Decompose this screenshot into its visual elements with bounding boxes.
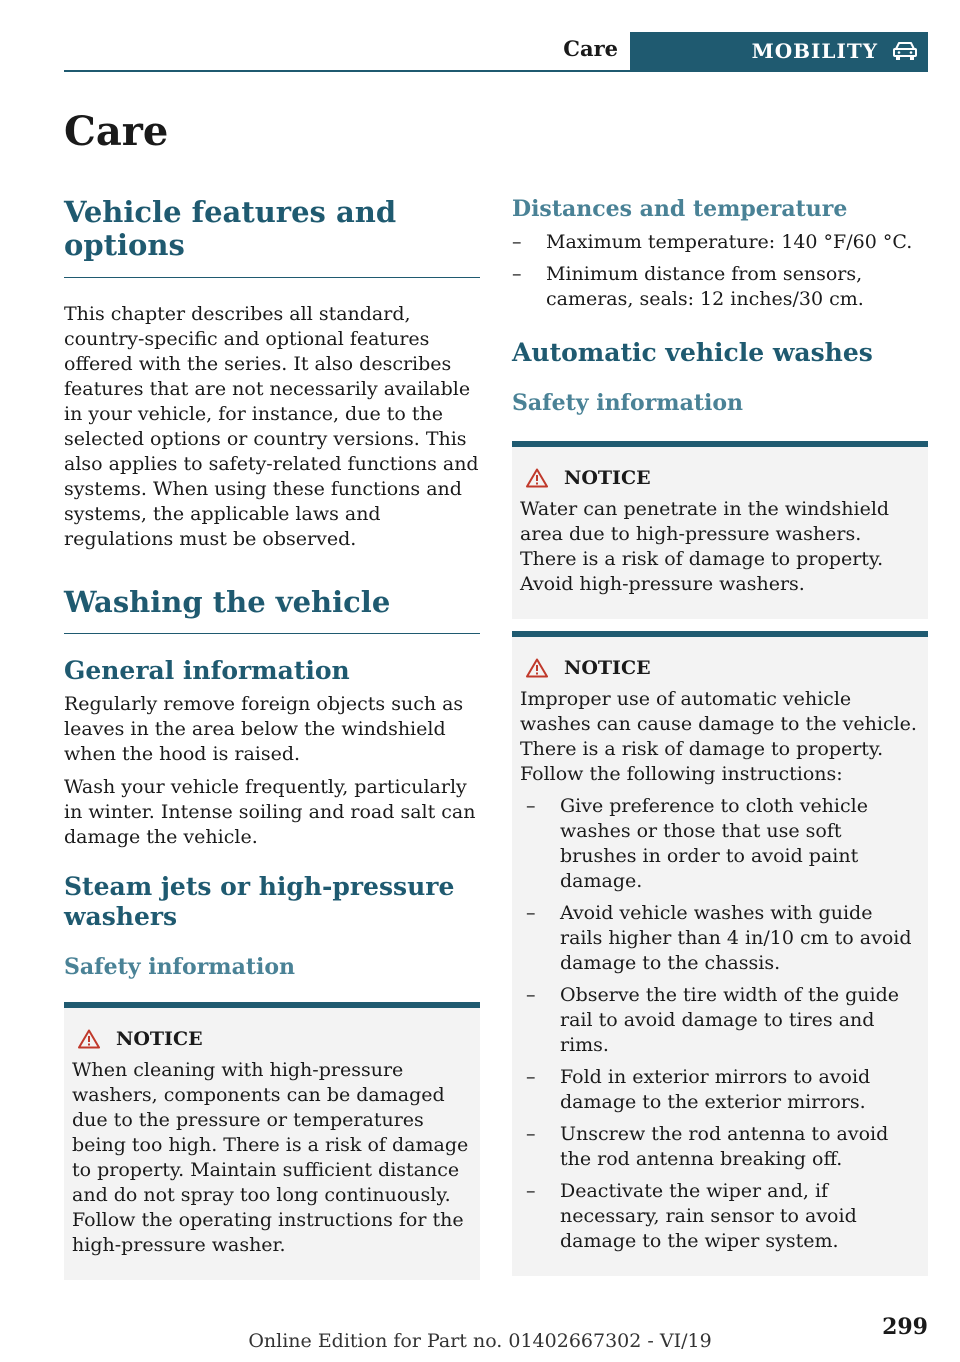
general-info-p2: Wash your vehicle frequently, particularly in winter. Intense soiling and road salt can damage the vehicle. [64,776,476,849]
list-item: – Deactivate the wiper and, if necessary, rain sensor to avoid damage to the wiper system. [526,1179,857,1252]
notice-label: NOTICE [564,656,651,679]
automatic-safety-heading: Safety information [512,390,744,417]
footer-edition: Online Edition for Part no. 01402667302 - VI/19 [248,1330,712,1352]
page-number: 299 [882,1314,928,1340]
steam-jets-heading: Steam jets or high-pressure washers [64,872,455,932]
warning-triangle-icon [526,468,548,488]
list-item: – Unscrew the rod antenna to avoid the rod antenna breaking off. [526,1122,889,1170]
automatic-washes-heading: Automatic vehicle washes [512,338,873,368]
steam-safety-heading: Safety information [64,954,296,981]
vehicle-features-heading: Vehicle features and options [64,196,480,278]
instructions-list [520,794,920,1254]
distances-heading: Distances and temperature [512,196,848,222]
list-item: – Observe the tire width of the guide rail to avoid damage to tires and rims. [526,983,900,1056]
header-section-title: Care [563,36,618,61]
notice-box-automatic-washes [512,631,928,1276]
notice-text: Water can penetrate in the windshield area due to high-pressure washers. There is a risk of damage to property. Avoid high-pressure washers. [520,497,890,595]
list-item: – Minimum distance from sensors, cameras, seals: 12 inches/30 cm. [512,263,864,311]
list-item: – Maximum temperature: 140 °F/60 °C. [512,231,913,254]
list-item: – Avoid vehicle washes with guide rails higher than 4 in/10 cm to avoid damage to the chassis. [526,901,912,974]
page-title: Care [64,108,169,155]
notice-box-high-pressure [64,1002,480,1280]
notice-text: Improper use of automatic vehicle washes can cause damage to the vehicle. There is a risk of damage to property. Follow the following instructions: [520,687,917,785]
left-column [64,196,480,1280]
header-chapter-label: MOBILITY [751,39,878,63]
warning-triangle-icon [78,1029,100,1049]
distances-list [512,230,928,312]
general-info-p1: Regularly remove foreign objects such as leaves in the area below the windshield when the hood is raised. [64,693,464,766]
header-rule [64,70,928,72]
list-item: – Fold in exterior mirrors to avoid damage to the exterior mirrors. [526,1065,871,1113]
general-info-heading: General information [64,656,350,686]
vehicle-features-text: This chapter describes all standard, country-specific and optional features offered with the series. It also describes features that are not necessarily available in your vehicle, for instance, due to the selected options or country versions. This also applies to safety-related functions and systems. When using these functions and systems, the applicable laws and regulations must be observed. [64,302,479,550]
notice-header [520,657,920,679]
notice-header [520,467,920,489]
notice-text: When cleaning with high-pressure washers, components can be damaged due to the pressure or temperatures being too high. There is a risk of damage to property. Maintain sufficient distance and do not spray too long continuously. Follow the operating instructions for the high-pressure washer. [72,1059,469,1257]
washing-heading: Washing the vehicle [64,586,480,634]
right-column [512,196,928,1276]
warning-triangle-icon [526,658,548,678]
notice-header [72,1028,472,1050]
header-chapter-tab [630,32,928,70]
notice-box-windshield [512,441,928,619]
notice-label: NOTICE [116,1028,203,1051]
car-icon [892,40,918,62]
notice-label: NOTICE [564,466,651,489]
list-item: – Give preference to cloth vehicle washes or those that use soft brushes in order to avoid paint damage. [526,794,868,892]
